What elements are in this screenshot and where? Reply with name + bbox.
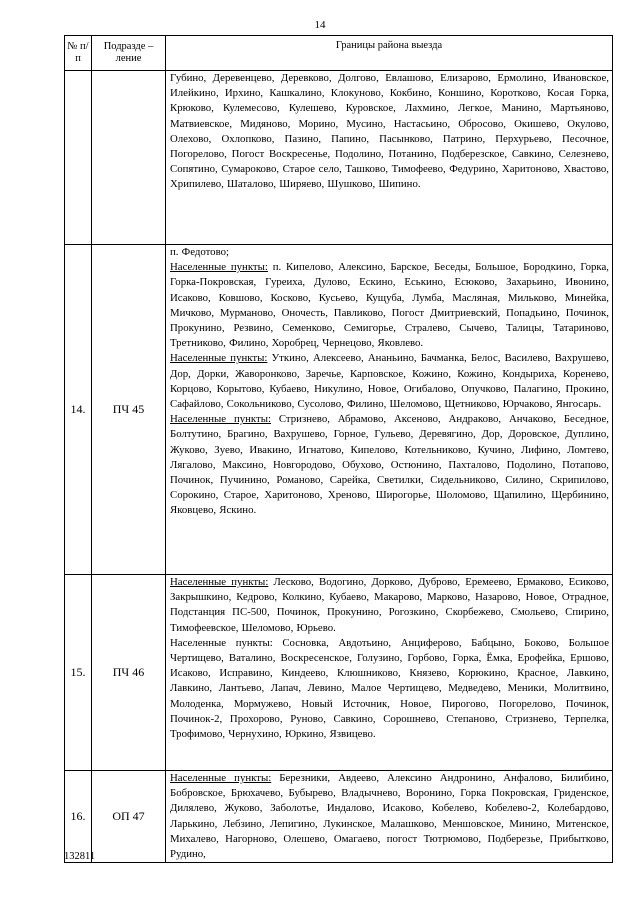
districts-table — [64, 35, 613, 863]
page-number: 14 — [314, 19, 326, 31]
settlements-list: Лесково, Водогино, Дорково, Дуброво, Еремеево, Ермаково, Есиково, Закрышкино, Кедрово, Колкино, Кубаево, Макарово, Марково, Назарово, Новое, Отрадное, Подстанция ПС-500, Починок, Прокунино, Рогозкино, Скорбежево, Смольево, Спирино, Тимофеевское, Шеломово, Юрьево. — [170, 576, 609, 634]
settlements-label: Населенные пункты: — [170, 352, 268, 365]
row-number: 15. — [65, 575, 92, 771]
bounds-paragraph — [170, 412, 609, 518]
header-num: № п/п — [65, 36, 92, 71]
settlements-label: Населенные пункты: — [170, 413, 271, 426]
header-bounds: Границы района выезда — [166, 36, 613, 71]
table-header-row — [65, 36, 613, 71]
table-row-16 — [65, 771, 613, 863]
unit-name: ОП 47 — [92, 771, 166, 863]
row-number: 14. — [65, 245, 92, 575]
settlements-label: Населенные пункты: — [170, 772, 272, 784]
unit-name: ПЧ 45 — [92, 245, 166, 575]
bounds-paragraph: п. Федотово; — [170, 246, 230, 258]
bounds-cell — [166, 771, 613, 863]
bounds-cell — [166, 575, 613, 771]
table-row-14 — [65, 245, 613, 575]
settlements-list: Уткино, Алексеевo, Ананьино, Бачманка, Белос, Василево, Вахрушево, Дор, Дорки, Жаворонково, Заречье, Карповское, Кожино, Кожино, Кондыриха, Коренево, Корцово, Корытово, Кубаево, Никулино, Новое, Огибалово, Опучково, Палагино, Прокино, Сафайлово, Сокольниково, Сусолово, Филино, Шеломово, Щетниково, Юрчаково, Янгосарь. — [170, 352, 609, 411]
bounds-paragraph: Населенные пункты: Сосновка, Авдотьино, Анциферово, Бабцыно, Боково, Большое Чертищево, Ваталино, Воскресенское, Голузино, Горбово, Горка, Ёмка, Ерофейка, Ершово, Исаково, Исправино, Киндеево, Клюшниково, Князево, Корюкино, Красное, Лавкино, Лавкино, Лантьево, Лапач, Левино, Малое Чертищево, Медведево, Меники, Молитвино, Молоденка, Мормужево, Новый Источник, Новое, Пирогово, Погорелово, Починок, Починок-2, Прохорово, Руново, Савкино, Сорошнево, Степаново, Стризнево, Терпелка, Трофимово, Чернухино, Юркино, Язвицево. — [170, 636, 609, 741]
bounds-cell — [166, 245, 613, 575]
document-code: 132811 — [64, 851, 96, 862]
bounds-paragraph — [170, 575, 609, 636]
table-row-15 — [65, 575, 613, 771]
settlements-label: Населенные пункты: — [170, 261, 268, 274]
bounds-paragraph — [170, 351, 609, 412]
unit-cell — [92, 71, 166, 245]
settlements-list: Стризнево, Абрамово, Аксеново, Андраково, Анчаково, Беседное, Болтутино, Брагино, Вахрушево, Горное, Гульево, Деревягино, Дор, Доровское, Дуплино, Жуково, Зуево, Ивакино, Игнатово, Кипелово, Котельниково, Кучино, Лифино, Ломтево, Лягалово, Максино, Новгородово, Обухово, Остюнино, Пахталово, Подолино, Потапово, Починок, Пучинино, Романово, Сарейка, Светилки, Сидельниково, Силино, Скрипилово, Сорокино, Старое, Харитоново, Хреново, Широгорье, Шоломово, Щапилино, Щербинино, Яковцево, Яскино. — [170, 413, 609, 517]
bounds-paragraph — [170, 260, 609, 351]
row-number: 16. — [65, 771, 92, 863]
settlements-list: п. Кипелово, Алексино, Барское, Беседы, Большое, Бородкино, Горка, Горка-Покровская, Гуреиха, Дулово, Ескино, Еськино, Есюково, Захарьино, Ивонино, Исаково, Ковшово, Косково, Кусьево, Кущуба, Лумба, Масляная, Мильково, Минейка, Мичково, Мурманово, Оночесть, Павликово, Погост Дмитриевский, Попадьино, Починок, Прокунино, Резвино, Семенково, Семигорье, Стралево, Сычево, Талицы, Татариново, Третниково, Филино, Хоробрец, Чернецово, Яковлево. — [170, 261, 609, 350]
bounds-cell — [166, 71, 613, 245]
settlements-list: Березники, Авдеево, Алексино Андронино, Анфалово, Билибино, Бобровское, Брюхачево, Бубырево, Владычнево, Воронино, Горка Покровская, Гриденское, Дилялево, Жуково, Заболотье, Индалово, Исакoво, Кобелево, Кобелево-2, Колебардово, Ларькино, Лебзино, Лепигино, Лукинское, Малашково, Меншовское, Минино, Митенское, Михалево, Нагорново, Олешево, Омагаево, погост Тютрюмово, Подберезье, Прибытково, Рудино, — [170, 772, 609, 861]
bounds-paragraph — [170, 771, 609, 862]
table-row-continuation — [65, 71, 613, 245]
header-unit: Подразде – ление — [92, 36, 166, 71]
settlements-label: Населенные пункты: — [170, 576, 269, 588]
bounds-paragraph: Губино, Деревенцево, Деревково, Долгово, Евлашово, Елизарово, Ермолино, Ивановское, Илейкино, Ирхино, Кашкалино, Клокуново, Кокбино, Коншино, Коротково, Косая Горка, Крюково, Кулемесово, Кулешево, Куровское, Лахмино, Легкое, Манино, Мартьяново, Матвиевское, Мидяново, Морино, Мусино, Настасьино, Обросово, Окишево, Окулово, Олехово, Охлопково, Пазино, Папино, Пасынково, Патрино, Перхурьево, Песочное, Погорелово, Погост Воскресенье, Подолино, Потанино, Подберезское, Савкино, Селезнево, Сопятино, Сумароково, Старое село, Ташково, Тимофеево, Федурино, Харитоново, Хвастово, Хрипилево, Шаталово, Ширяево, Шушково, Шипино. — [170, 72, 609, 191]
num-cell — [65, 71, 92, 245]
unit-name: ПЧ 46 — [92, 575, 166, 771]
